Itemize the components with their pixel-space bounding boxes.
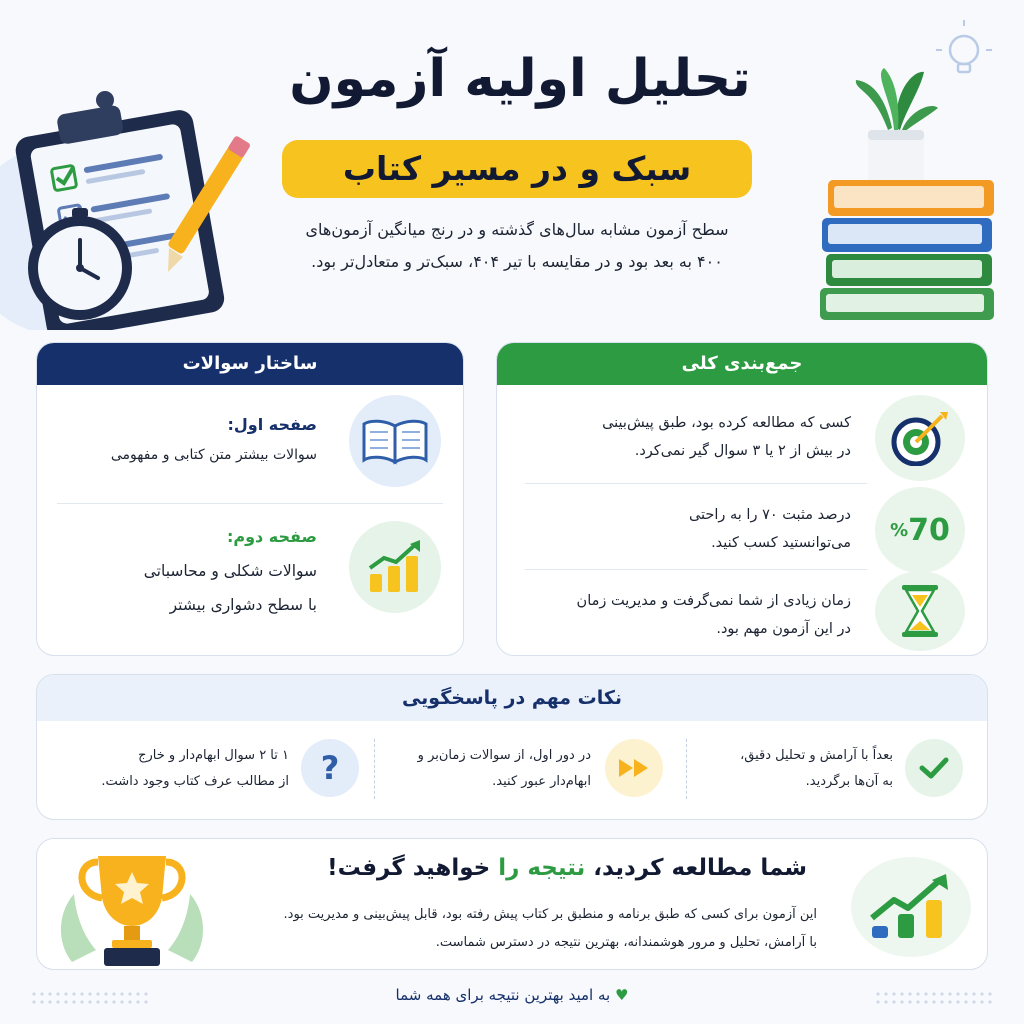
- summary-divider-1: [525, 483, 867, 484]
- page2-title: صفحه دوم:: [226, 527, 317, 546]
- page1-title: صفحه اول:: [227, 415, 317, 434]
- summary-item-1-line-1: کسی که مطالعه کرده بود، طبق پیش‌بینی: [602, 415, 851, 431]
- summary-item-2: [689, 501, 851, 557]
- summary-heading: جمع‌بندی کلی: [497, 343, 987, 385]
- result-title: [327, 855, 807, 881]
- summary-item-2-line-2: می‌توانستید کسب کنید.: [711, 535, 851, 551]
- result-title-highlight: نتیجه را: [498, 855, 586, 881]
- summary-card: [496, 342, 988, 656]
- tip-3: [101, 743, 289, 795]
- books-illustration: [814, 20, 1004, 320]
- page2-block: [144, 527, 317, 622]
- question-icon: ?: [301, 739, 359, 797]
- tip-2-line-1: در دور اول، از سوالات زمان‌بر و: [417, 748, 591, 763]
- books-icon: [820, 180, 994, 320]
- tips-heading: نکات مهم در پاسخگویی: [37, 675, 987, 721]
- growth-chart-icon: [851, 857, 971, 957]
- tips-separator-1: [686, 739, 687, 799]
- check-icon: [905, 739, 963, 797]
- summary-item-3-line-2: در این آزمون مهم بود.: [716, 621, 851, 637]
- plant-icon: [856, 68, 938, 188]
- summary-divider-2: [525, 569, 867, 570]
- tip-2-line-2: ابهام‌دار عبور کنید.: [492, 774, 591, 789]
- open-book-icon: [349, 395, 441, 487]
- fast-forward-icon: [605, 739, 663, 797]
- bar-chart-icon: [349, 521, 441, 613]
- tip-1: [740, 743, 893, 795]
- clipboard-illustration: [0, 40, 270, 330]
- intro-text: [228, 214, 806, 278]
- summary-item-2-line-1: درصد مثبت ۷۰ را به راحتی: [688, 507, 851, 523]
- target-icon: [875, 395, 965, 481]
- percent-badge-value: 70: [908, 512, 950, 548]
- question-structure-card: [36, 342, 464, 656]
- lightbulb-icon: [936, 20, 992, 72]
- hourglass-icon: [875, 571, 965, 651]
- trophy-icon: [52, 842, 212, 972]
- tips-separator-2: [374, 739, 375, 799]
- summary-item-3-line-1: زمان زیادی از شما نمی‌گرفت و مدیریت زمان: [576, 593, 851, 609]
- result-text: [284, 901, 817, 957]
- page-title: تحلیل اولیه آزمون: [289, 49, 751, 109]
- footer: [262, 986, 762, 1004]
- decor-dots-left: [30, 990, 150, 1004]
- tip-3-line-2: از مطالب عرف کتاب وجود داشت.: [101, 774, 289, 789]
- intro-line-2: ۴۰۰ به بعد بود و در مقایسه با تیر ۴۰۴، سبک‌تر و متعادل‌تر بود.: [311, 252, 723, 271]
- tip-1-line-2: به آن‌ها برگردید.: [805, 774, 893, 789]
- percent-badge: [875, 487, 965, 573]
- tip-2: [418, 743, 591, 795]
- percent-badge-unit: %: [890, 519, 909, 541]
- tip-3-line-1: ۱ تا ۲ سوال ابهام‌دار و خارج: [138, 748, 289, 763]
- tip-1-line-1: بعداً با آرامش و تحلیل دقیق،: [740, 748, 893, 763]
- structure-divider: [57, 503, 443, 504]
- result-line-2: با آرامش، تحلیل و مرور هوشمندانه، بهترین نتیجه در دسترس شماست.: [435, 935, 817, 950]
- summary-item-1: [602, 409, 851, 465]
- result-title-part-2: خواهید گرفت!: [327, 855, 499, 881]
- page-subtitle: سبک و در مسیر کتاب: [282, 140, 752, 198]
- result-title-part-1: شما مطالعه کردید،: [585, 855, 807, 881]
- decor-dots-right: [874, 990, 994, 1004]
- intro-line-1: سطح آزمون مشابه سال‌های گذشته و در رنج میانگین آزمون‌های: [305, 220, 729, 239]
- summary-item-1-line-2: در بیش از ۲ یا ۳ سوال گیر نمی‌کرد.: [634, 443, 851, 459]
- footer-text: به امید بهترین نتیجه برای همه شما: [395, 986, 611, 1004]
- page2-line-1: سوالات شکلی و محاسباتی: [143, 562, 317, 580]
- page1-text: سوالات بیشتر متن کتابی و مفهومی: [110, 447, 317, 463]
- question-structure-heading: ساختار سوالات: [37, 343, 463, 385]
- summary-item-3: [577, 587, 851, 643]
- heart-icon: ♥: [615, 986, 629, 1004]
- page2-line-2: با سطح دشواری بیشتر: [169, 596, 317, 614]
- page1-block: [111, 415, 317, 470]
- tips-card: [36, 674, 988, 820]
- result-line-1: این آزمون برای کسی که طبق برنامه و منطبق بر کتاب پیش رفته بود، قابل پیش‌بینی و مدیریت بود.: [283, 907, 817, 922]
